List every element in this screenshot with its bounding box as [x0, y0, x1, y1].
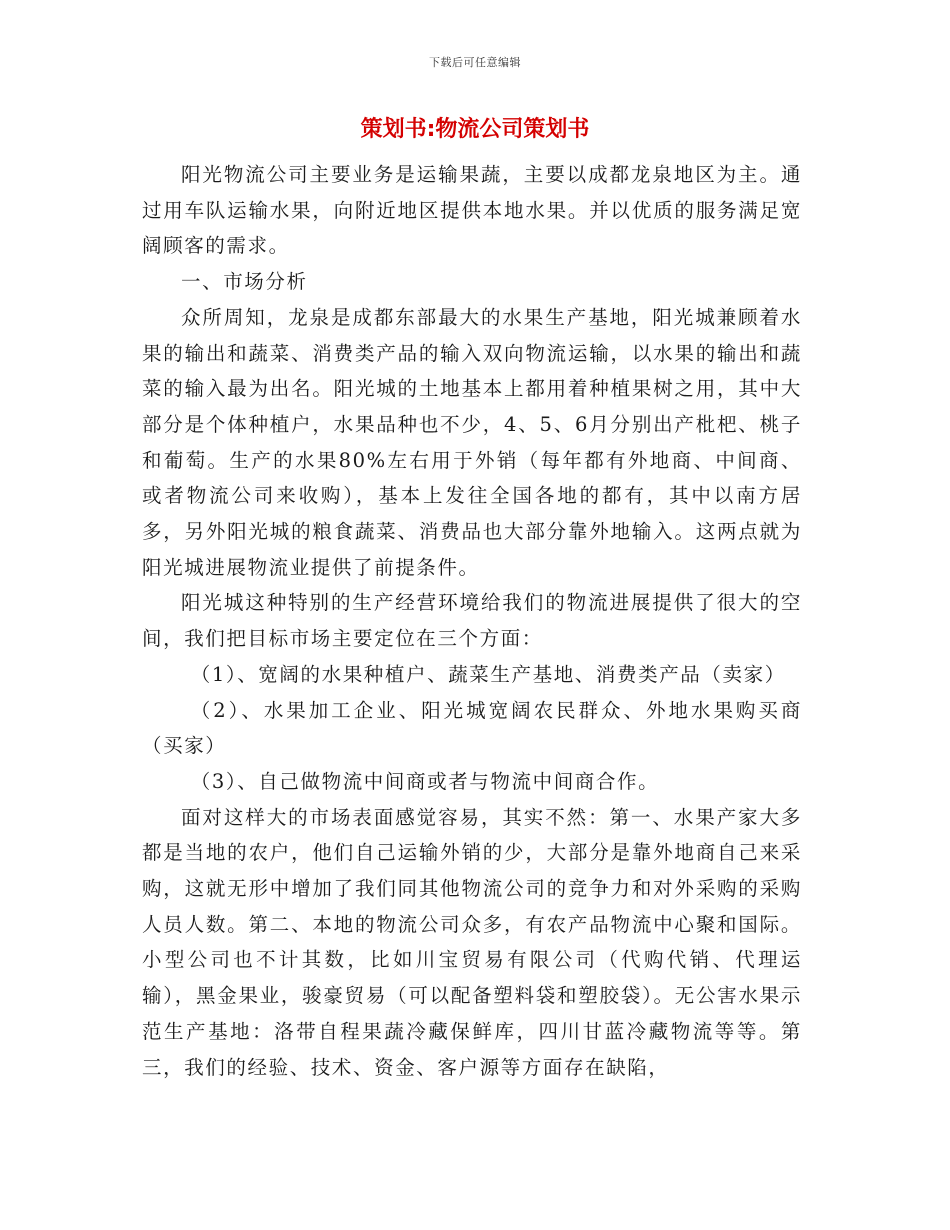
target-market-item-2: （2）、水果加工企业、阳光城宽阔农民群众、外地水果购买商（买家）	[142, 698, 802, 758]
document-title: 策划书:物流公司策划书	[360, 117, 590, 142]
section-heading-market-analysis: 一、市场分析	[181, 270, 308, 294]
document-body	[142, 157, 802, 1085]
intro-paragraph: 阳光物流公司主要业务是运输果蔬，主要以成都龙泉地区为主。通过用车队运输水果，向附近地区提供本地水果。并以优质的服务满足宽阔顾客的需求。	[142, 163, 802, 258]
target-market-paragraph: 阳光城这种特别的生产经营环境给我们的物流进展提供了很大的空间，我们把目标市场主要定位在三个方面：	[142, 591, 802, 651]
target-market-item-3: （3）、自己做物流中间商或者与物流中间商合作。	[190, 769, 660, 793]
market-analysis-paragraph: 众所周知，龙泉是成都东部最大的水果生产基地，阳光城兼顾着水果的输出和蔬菜、消费类产品的输入双向物流运输，以水果的输出和蔬菜的输入最为出名。阳光城的土地基本上都用着种植果树之用，其中大部分是个体种植户，水果品种也不少，4、5、6月分别出产枇杷、桃子和葡萄。生产的水果80%左右用于外销（每年都有外地商、中间商、或者物流公司来收购），基本上发往全国各地的都有，其中以南方居多，另外阳光城的粮食蔬菜、消费品也大部分靠外地输入。这两点就为阳光城进展物流业提供了前提条件。	[142, 305, 802, 579]
target-market-item-1: （1）、宽阔的水果种植户、蔬菜生产基地、消费类产品（卖家）	[190, 662, 786, 686]
competition-paragraph: 面对这样大的市场表面感觉容易，其实不然：第一、水果产家大多都是当地的农户，他们自己运输外销的少，大部分是靠外地商自己来采购，这就无形中增加了我们同其他物流公司的竞争力和对外采购的采购人员人数。第二、本地的物流公司众多，有农产品物流中心聚和国际。小型公司也不计其数，比如川宝贸易有限公司（代购代销、代理运输），黑金果业，骏豪贸易（可以配备塑料袋和塑胶袋）。无公害水果示范生产基地：洛带自程果蔬冷藏保鲜库，四川甘蓝冷藏物流等等。第三，我们的经验、技术、资金、客户源等方面存在缺陷，	[142, 805, 802, 1079]
page-header-note: 下载后可任意编辑	[429, 56, 521, 69]
